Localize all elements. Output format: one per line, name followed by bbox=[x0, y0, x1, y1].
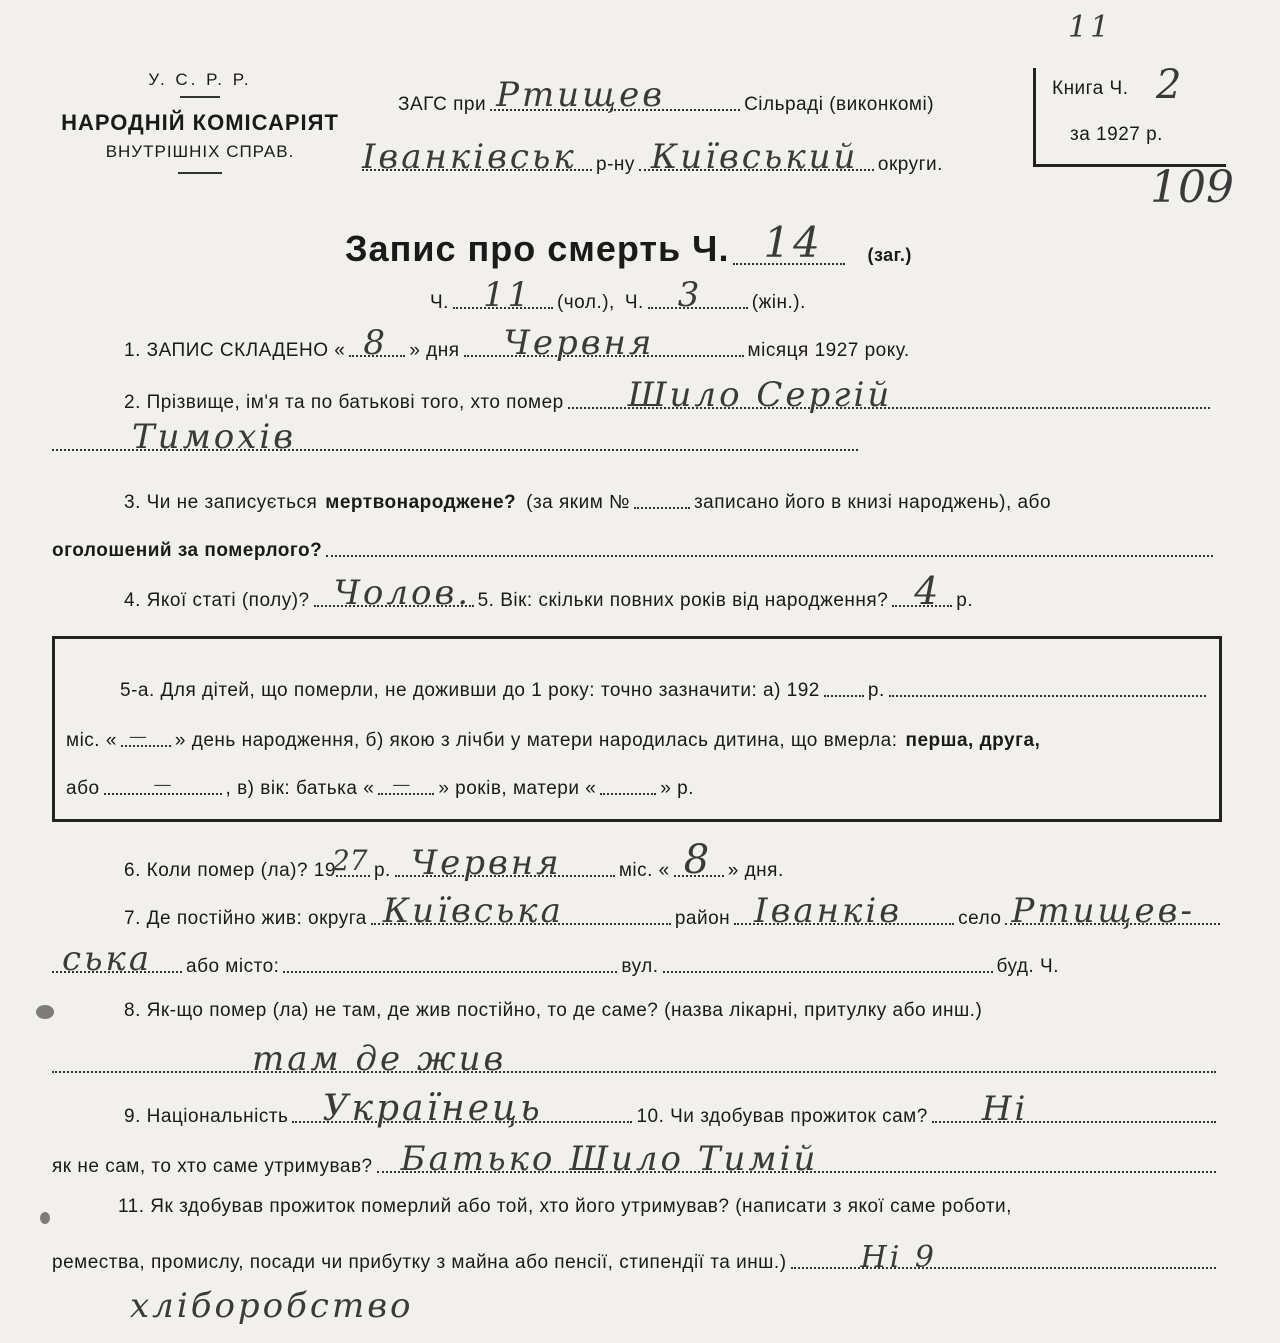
book-year: за 1927 р. bbox=[1070, 124, 1163, 145]
divider bbox=[180, 96, 220, 98]
q5a-mis: міс. « bbox=[66, 730, 117, 751]
q1-end: місяця 1927 року. bbox=[747, 340, 910, 361]
q1-day-field bbox=[349, 323, 405, 363]
raion-field bbox=[362, 137, 592, 177]
okruha-field bbox=[639, 137, 874, 177]
q2-name-field bbox=[568, 375, 1210, 415]
q8-value: там де жив bbox=[252, 1039, 507, 1079]
q5a-order-field bbox=[104, 774, 222, 795]
q7-bud-label: буд. Ч. bbox=[996, 956, 1059, 977]
q5a-dash2: — bbox=[153, 774, 175, 795]
q7-line bbox=[124, 891, 1224, 931]
q3-declared-field bbox=[326, 555, 1213, 557]
corner-annotation: 11 bbox=[1068, 10, 1113, 45]
female-prefix: Ч. bbox=[624, 292, 644, 313]
q2-label: 2. Прізвище, ім'я та по батькові того, хто помер bbox=[124, 392, 564, 413]
divider bbox=[178, 172, 222, 174]
q8-field bbox=[52, 1039, 1216, 1079]
q9-value: Українець bbox=[322, 1088, 543, 1129]
q6-label: 6. Коли помер (ла)? 19 bbox=[124, 860, 336, 881]
zags-village-field bbox=[490, 75, 740, 115]
q7-vul-field bbox=[663, 971, 993, 973]
q7-raion: Іванків bbox=[754, 891, 903, 931]
q8-label: 8. Як-що помер (ла) не там, де жив постійно, то де саме? (назва лікарні, притулку або инш.) bbox=[124, 1000, 983, 1021]
q7-selo-cont: ська bbox=[62, 939, 153, 979]
female-label: (жін.). bbox=[751, 292, 806, 313]
q6-year: 27 bbox=[331, 844, 368, 877]
female-count-field bbox=[648, 275, 748, 315]
q11-label: 11. Як здобував прожиток померлий або той, хто його утримував? (написати з якої саме роботи, bbox=[118, 1196, 1012, 1217]
q7-misto-label: або місто: bbox=[186, 956, 280, 977]
q10-sub-value: Батько Шило Тимій bbox=[400, 1139, 819, 1179]
q9-q10-line bbox=[124, 1088, 1220, 1129]
q5a-mother-field bbox=[600, 793, 656, 795]
folio-number: 109 bbox=[1150, 162, 1234, 213]
q1-day: 8 bbox=[363, 323, 388, 363]
q5a-mid1: » день народження, б) якою з лічби у матери народилась дитина, що вмерла: bbox=[174, 730, 898, 751]
record-title-line bbox=[345, 214, 955, 270]
book-number: 2 bbox=[1156, 62, 1185, 108]
book-box bbox=[1033, 62, 1226, 167]
q9-field bbox=[292, 1088, 632, 1129]
q5a-label: 5-а. Для дітей, що померли, не доживши до 1 року: точно зазначити: а) 192 bbox=[120, 680, 820, 701]
q3-stillborn: мертвонароджене? bbox=[325, 492, 517, 513]
q11-label2: ремества, промислу, посади чи прибутку з майна або пенсії, стипендії та инш.) bbox=[52, 1252, 787, 1273]
q11-margin-field bbox=[791, 1240, 1216, 1275]
q5a-father-field bbox=[378, 774, 434, 795]
q4-value: Чолов. bbox=[333, 573, 472, 613]
q5-label: 5. Вік: скільки повних років від народження? bbox=[477, 590, 889, 611]
q4-q5-line bbox=[124, 569, 1124, 613]
q7-raion-label: район bbox=[674, 908, 731, 929]
q5a-line3 bbox=[66, 766, 766, 800]
q5a-month-field bbox=[121, 726, 171, 747]
q5a-years: » років, матери « bbox=[438, 778, 597, 799]
raion-line bbox=[362, 138, 982, 176]
q6-line bbox=[124, 837, 884, 883]
male-count: 11 bbox=[482, 275, 533, 315]
q2-line2 bbox=[52, 418, 862, 456]
q5a-end: » р. bbox=[660, 778, 694, 799]
q5a-year-field bbox=[824, 695, 864, 697]
zags-line bbox=[398, 75, 988, 116]
q7-selo-label: село bbox=[958, 908, 1002, 929]
total-label: (заг.) bbox=[867, 245, 912, 265]
zags-suffix: Сільраді (виконкомі) bbox=[744, 94, 935, 115]
raion-value: Іванківськ bbox=[362, 137, 577, 177]
q11-margin: Ні 9 bbox=[860, 1240, 937, 1275]
q7-okruha: Київська bbox=[382, 891, 564, 931]
book-label: Книга Ч. bbox=[1052, 78, 1129, 99]
zags-village-value: Ртищев bbox=[496, 75, 666, 115]
q5a-line2 bbox=[66, 718, 1206, 752]
q1-month: Червня bbox=[503, 323, 655, 363]
q6-year-field bbox=[331, 844, 370, 877]
q6-r: р. bbox=[373, 860, 391, 881]
q10-sub-line bbox=[52, 1139, 1220, 1179]
male-label: (чол.), bbox=[556, 292, 615, 313]
ink-stain bbox=[36, 1005, 54, 1019]
q7-selo: Ртищев- bbox=[1011, 891, 1195, 931]
book-label-row bbox=[1052, 78, 1128, 100]
zags-prefix: ЗАГС при bbox=[398, 94, 487, 115]
q5a-unit1: р. bbox=[867, 680, 885, 701]
q6-day-field bbox=[674, 837, 724, 883]
q2-line bbox=[124, 375, 1214, 415]
q9-label: 9. Національність bbox=[124, 1106, 289, 1127]
q5a-abo: або bbox=[66, 778, 100, 799]
record-title: Запис про смерть Ч. bbox=[345, 228, 730, 269]
q5a-year-rest bbox=[889, 695, 1206, 697]
q7-label: 7. Де постійно жив: округа bbox=[124, 908, 367, 929]
q1-mid: » дня bbox=[409, 340, 460, 361]
q7-raion-field bbox=[734, 891, 954, 931]
male-count-field bbox=[453, 275, 553, 315]
q3-number-field bbox=[634, 507, 690, 509]
state-name: У. С. Р. Р. bbox=[148, 70, 252, 89]
issuer-block bbox=[60, 70, 340, 180]
q5-unit: р. bbox=[956, 590, 974, 611]
male-prefix: Ч. bbox=[430, 292, 449, 313]
q10-sub-label: як не сам, то хто саме утримував? bbox=[52, 1156, 373, 1177]
q4-label: 4. Якої статі (полу)? bbox=[124, 590, 310, 611]
q8-line2 bbox=[52, 1040, 1220, 1078]
q3-line2 bbox=[52, 528, 1217, 562]
q2-name-line2: Тимохів bbox=[132, 417, 297, 457]
q11-line2 bbox=[52, 1240, 1220, 1274]
q3-line bbox=[124, 480, 1214, 514]
q5a-line1 bbox=[120, 668, 1210, 702]
q10-value: Ні bbox=[981, 1089, 1029, 1129]
okruha-label: округи. bbox=[877, 154, 943, 175]
ink-stain bbox=[40, 1212, 50, 1224]
q1-label: 1. ЗАПИС СКЛАДЕНО « bbox=[124, 340, 346, 361]
record-number-field bbox=[733, 218, 845, 267]
q6-day: 8 bbox=[683, 837, 713, 883]
q3-declared-dead: оголошений за померлого? bbox=[52, 540, 323, 561]
q5a-dash1: — bbox=[128, 726, 150, 747]
female-count: 3 bbox=[677, 275, 703, 315]
commissariat-subtitle: ВНУТРІШНІХ СПРАВ. bbox=[105, 142, 295, 161]
q7-vul-label: вул. bbox=[621, 956, 659, 977]
gender-count-line bbox=[430, 275, 850, 315]
q3-end: записано його в книзі народжень), або bbox=[693, 492, 1052, 513]
q11-value: хліборобство bbox=[130, 1286, 414, 1326]
q2-name-field2 bbox=[52, 417, 858, 457]
q1-line bbox=[124, 323, 994, 363]
q5-value: 4 bbox=[914, 569, 942, 613]
q5a-age: , в) вік: батька « bbox=[225, 778, 375, 799]
q6-end: » дня. bbox=[727, 860, 784, 881]
q6-month: Червня bbox=[410, 843, 562, 883]
q10-field bbox=[932, 1089, 1216, 1129]
commissariat-name: НАРОДНІЙ КОМІСАРІЯТ bbox=[61, 110, 339, 135]
q5a-dash3: — bbox=[392, 774, 414, 795]
q5-field bbox=[892, 569, 952, 613]
q5a-order: перша, друга, bbox=[905, 730, 1041, 751]
record-number: 14 bbox=[763, 218, 823, 267]
q10-sub-field bbox=[377, 1139, 1216, 1179]
raion-label: р-ну bbox=[596, 154, 635, 175]
q7-line2 bbox=[52, 939, 1172, 979]
q7-misto-field bbox=[283, 971, 617, 973]
q3-mid: (за яким № bbox=[526, 492, 630, 513]
q7-okruha-field bbox=[371, 891, 671, 931]
q7-selo-cont-field bbox=[52, 939, 182, 979]
q4-field bbox=[314, 573, 474, 613]
q2-name-line1: Шило Сергій bbox=[627, 375, 893, 415]
q3-label: 3. Чи не записується bbox=[124, 492, 318, 513]
q6-month-field bbox=[395, 843, 615, 883]
q6-mis: міс. « bbox=[618, 860, 670, 881]
okruha-value: Київський bbox=[650, 137, 859, 177]
q7-selo-field bbox=[1005, 891, 1220, 931]
q10-label: 10. Чи здобував прожиток сам? bbox=[636, 1106, 928, 1127]
q1-month-field bbox=[464, 323, 744, 363]
